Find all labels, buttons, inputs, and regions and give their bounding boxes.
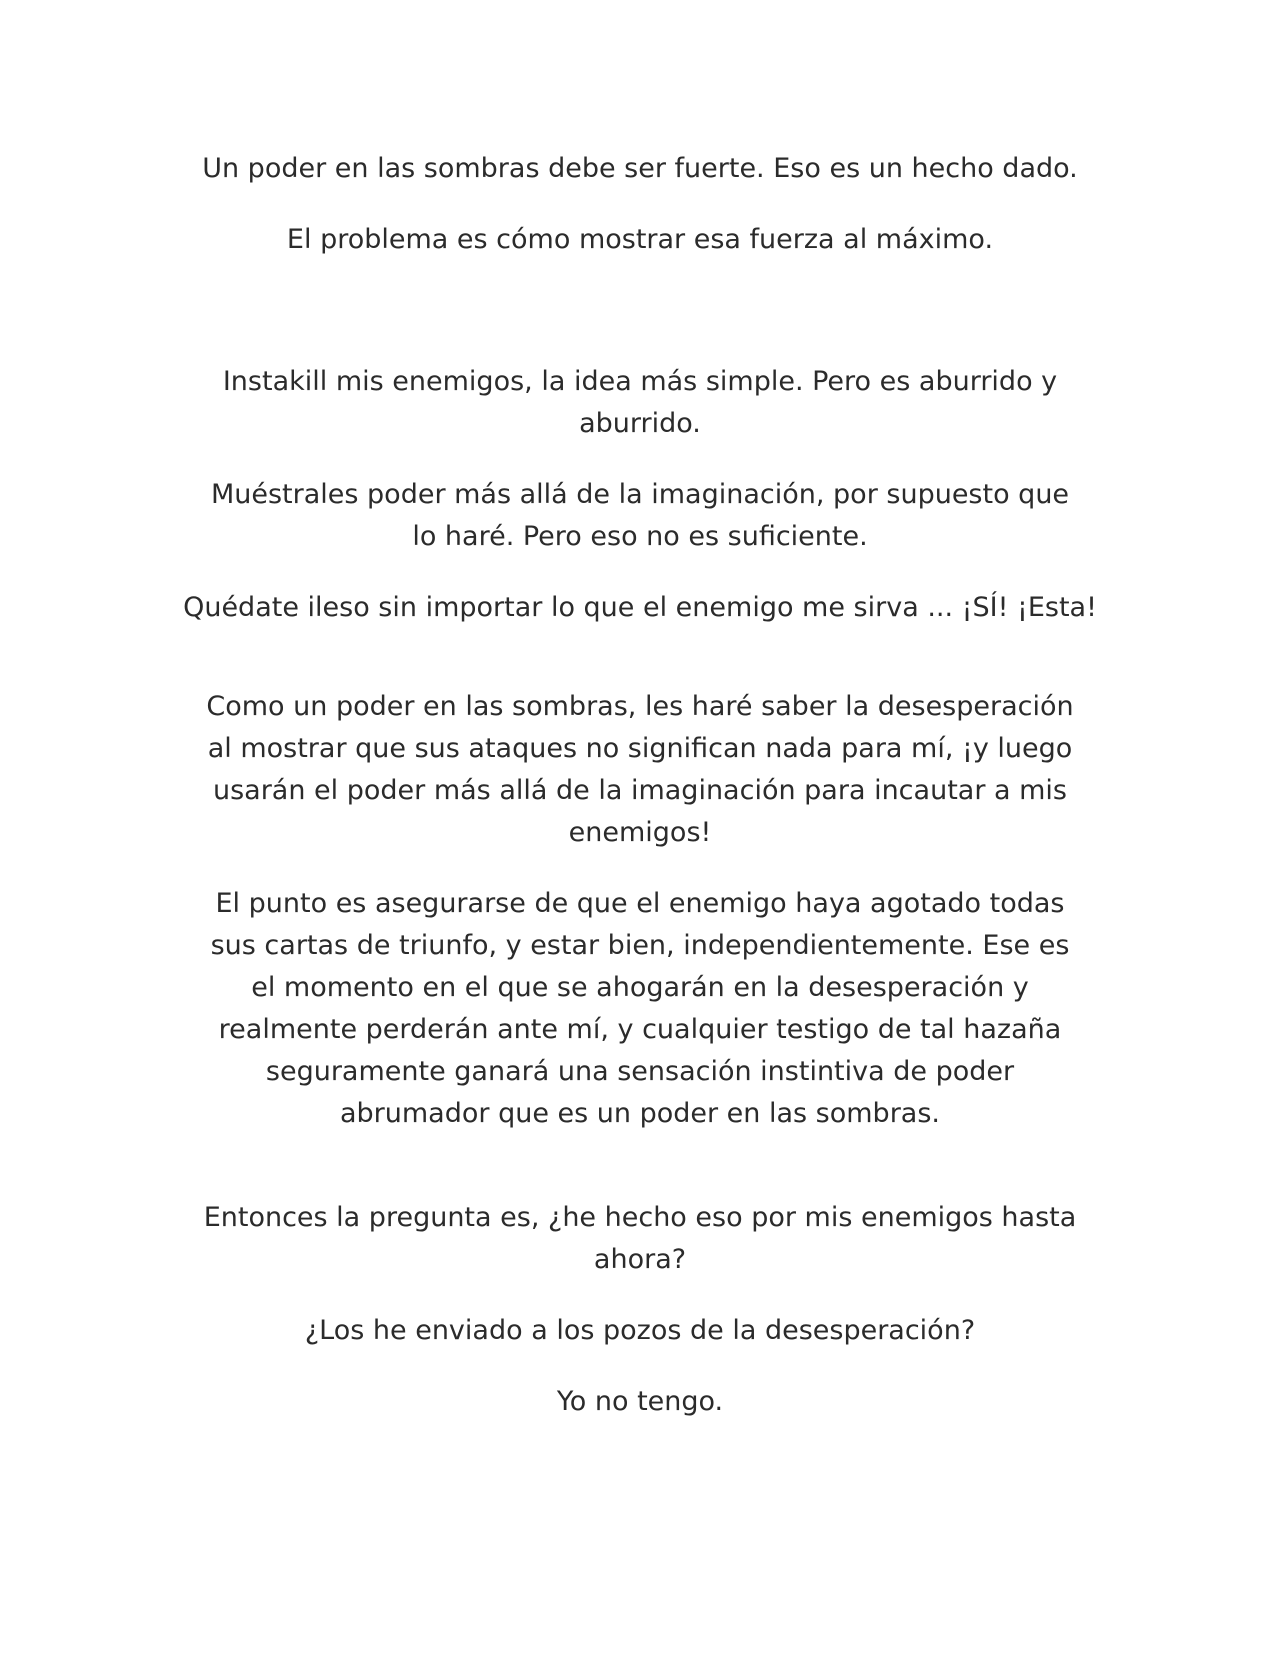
paragraph: El problema es cómo mostrar esa fuerza al máximo. xyxy=(286,224,994,255)
section-2 xyxy=(170,361,1110,629)
section-4 xyxy=(170,1197,1110,1423)
paragraph: ¿Los he enviado a los pozos de la desesperación? xyxy=(304,1315,976,1346)
paragraph: Un poder en las sombras debe ser fuerte. Eso es un hecho dado. xyxy=(202,153,1078,184)
paragraph: El punto es asegurarse de que el enemigo haya agotado todas sus cartas de triunfo, y estar bien, independientemente. Ese es el momento en el que se ahogarán en la desesperación y realmente perderán ante mí, y cualquier testigo de tal hazaña seguramente ganará una sensación instintiva de poder abrumador que es un poder en las sombras. xyxy=(210,888,1070,1129)
paragraph: Muéstrales poder más allá de la imaginación, por supuesto que lo haré. Pero eso no es suficiente. xyxy=(210,479,1070,552)
paragraph: Quédate ileso sin importar lo que el enemigo me sirva ... ¡SÍ! ¡Esta! xyxy=(183,592,1097,623)
paragraph: Como un poder en las sombras, les haré saber la desesperación al mostrar que sus ataques no significan nada para mí, ¡y luego usarán el poder más allá de la imaginación para incautar a mis enemigos! xyxy=(206,691,1074,848)
paragraph: Instakill mis enemigos, la idea más simple. Pero es aburrido y aburrido. xyxy=(222,366,1058,439)
section-1 xyxy=(170,148,1110,261)
section-3 xyxy=(170,686,1110,1135)
paragraph: Yo no tengo. xyxy=(556,1386,724,1417)
paragraph: Entonces la pregunta es, ¿he hecho eso por mis enemigos hasta ahora? xyxy=(203,1202,1077,1275)
